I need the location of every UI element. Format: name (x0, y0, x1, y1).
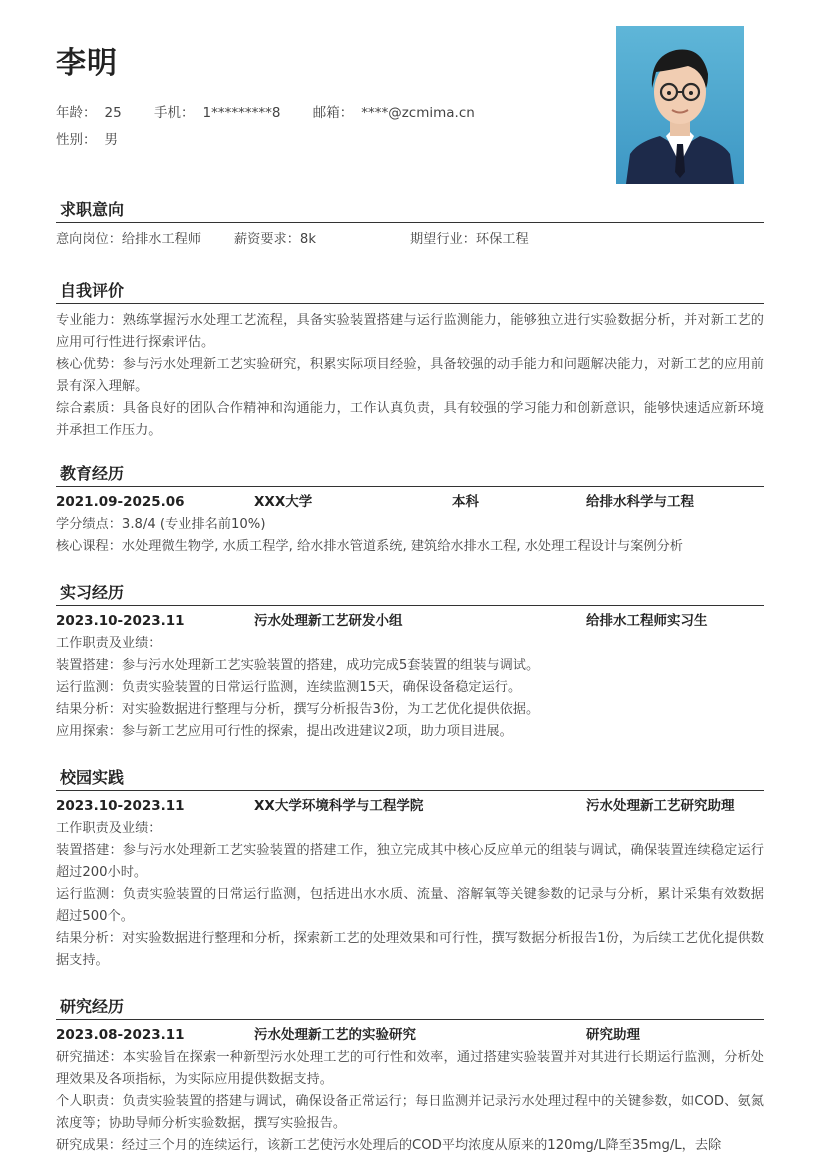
research-line: 个人职责：负责实验装置的搭建与调试，确保设备正常运行；每日监测并记录污水处理过程中的关键参数，如COD、氨氮浓度等；协助导师分析实验数据，撰写实验报告。 (56, 1094, 764, 1131)
self-eval-paragraph: 综合素质：具备良好的团队合作精神和沟通能力，工作认真负责，具有较强的学习能力和创新意识，能够快速适应新环境并承担工作压力。 (56, 401, 764, 438)
education-gpa: 学分绩点：3.8/4 (专业排名前10%) (56, 517, 266, 532)
research-line: 研究成果：经过三个月的连续运行，该新工艺使污水处理后的COD平均浓度从原来的120mg/L降至35mg/L，去除 (56, 1138, 722, 1153)
internship-header-row (56, 609, 764, 633)
research-period: 2023.08-2023.11 (56, 1027, 185, 1043)
campus-role: 污水处理新工艺研究助理 (586, 798, 735, 814)
section-title: 教育经历 (56, 461, 764, 487)
education-major: 给排水科学与工程 (586, 494, 694, 510)
self-eval-paragraph: 专业能力：熟练掌握污水处理工艺流程，具备实验装置搭建与运行监测能力，能够独立进行实验数据分析，并对新工艺的应用可行性进行探索评估。 (56, 313, 764, 350)
education-degree: 本科 (452, 494, 479, 510)
gender-label: 性别： (56, 132, 97, 148)
intent-position: 意向岗位：给排水工程师 (56, 232, 202, 247)
campus-header-row (56, 794, 764, 818)
education-courses: 核心课程：水处理微生物学, 水质工程学, 给水排水管道系统, 建筑给水排水工程, 水处理工程设计与案例分析 (56, 539, 683, 554)
candidate-name: 李明 (56, 46, 118, 81)
education-header-row (56, 490, 764, 514)
email-info (313, 101, 475, 121)
intent-industry: 期望行业：环保工程 (410, 232, 529, 247)
research-header-row (56, 1023, 764, 1047)
internship-line: 工作职责及业绩： (56, 636, 162, 651)
phone-info (154, 101, 280, 121)
research-role: 研究助理 (586, 1027, 640, 1043)
campus-period: 2023.10-2023.11 (56, 798, 185, 814)
email-label: 邮箱： (312, 105, 354, 121)
campus-org: XX大学环境科学与工程学院 (254, 798, 424, 814)
gender-info (56, 128, 118, 148)
email-value: ****@zcmima.cn (361, 105, 475, 121)
gender-value: 男 (104, 132, 118, 148)
age-label: 年龄： (56, 105, 97, 121)
self-eval-paragraph: 核心优势：参与污水处理新工艺实验研究，积累实际项目经验，具备较强的动手能力和问题解决能力，对新工艺的应用前景有深入理解。 (56, 357, 764, 394)
phone-value: 1*********8 (202, 105, 281, 121)
age-info (56, 101, 122, 121)
internship-org: 污水处理新工艺研发小组 (254, 613, 403, 629)
research-project: 污水处理新工艺的实验研究 (254, 1027, 416, 1043)
internship-line: 结果分析：对实验数据进行整理与分析，撰写分析报告3份，为工艺优化提供依据。 (56, 702, 540, 717)
section-title: 实习经历 (56, 580, 764, 606)
campus-line: 装置搭建：参与污水处理新工艺实验装置的搭建工作，独立完成其中核心反应单元的组装与调试，确保装置连续稳定运行超过200小时。 (56, 843, 764, 880)
intent-salary: 薪资要求：8k (234, 232, 316, 247)
intent-row (56, 229, 764, 251)
education-section (56, 461, 764, 558)
internship-section (56, 580, 764, 743)
campus-line: 结果分析：对实验数据进行整理和分析，探索新工艺的处理效果和可行性，撰写数据分析报告1份，为后续工艺优化提供数据支持。 (56, 931, 764, 968)
internship-line: 装置搭建：参与污水处理新工艺实验装置的搭建，成功完成5套装置的组装与调试。 (56, 658, 540, 673)
age-value: 25 (104, 105, 122, 121)
campus-practice-section (56, 765, 764, 972)
education-period: 2021.09-2025.06 (56, 494, 185, 510)
self-evaluation-section (56, 278, 764, 442)
phone-label: 手机： (153, 105, 195, 121)
section-title: 自我评价 (56, 278, 764, 304)
self-evaluation-body (56, 310, 764, 442)
contact-row (56, 101, 503, 121)
internship-period: 2023.10-2023.11 (56, 613, 185, 629)
job-intent-section (56, 197, 764, 251)
section-title: 研究经历 (56, 994, 764, 1020)
internship-role: 给排水工程师实习生 (586, 613, 708, 629)
campus-line: 工作职责及业绩： (56, 821, 162, 836)
gender-row (56, 128, 146, 148)
section-title: 校园实践 (56, 765, 764, 791)
education-school: XXX大学 (254, 494, 313, 510)
internship-line: 应用探索：参与新工艺应用可行性的探索，提出改进建议2项，助力项目进展。 (56, 724, 513, 739)
section-title: 求职意向 (56, 197, 764, 223)
profile-photo (616, 26, 744, 184)
research-line: 研究描述：本实验旨在探索一种新型污水处理工艺的可行性和效率，通过搭建实验装置并对其进行长期运行监测，分析处理效果及各项指标，为实际应用提供数据支持。 (56, 1050, 764, 1087)
internship-line: 运行监测：负责实验装置的日常运行监测，连续监测15天，确保设备稳定运行。 (56, 680, 522, 695)
research-section (56, 994, 764, 1157)
campus-line: 运行监测：负责实验装置的日常运行监测，包括进出水水质、流量、溶解氧等关键参数的记录与分析，累计采集有效数据超过500个。 (56, 887, 764, 924)
